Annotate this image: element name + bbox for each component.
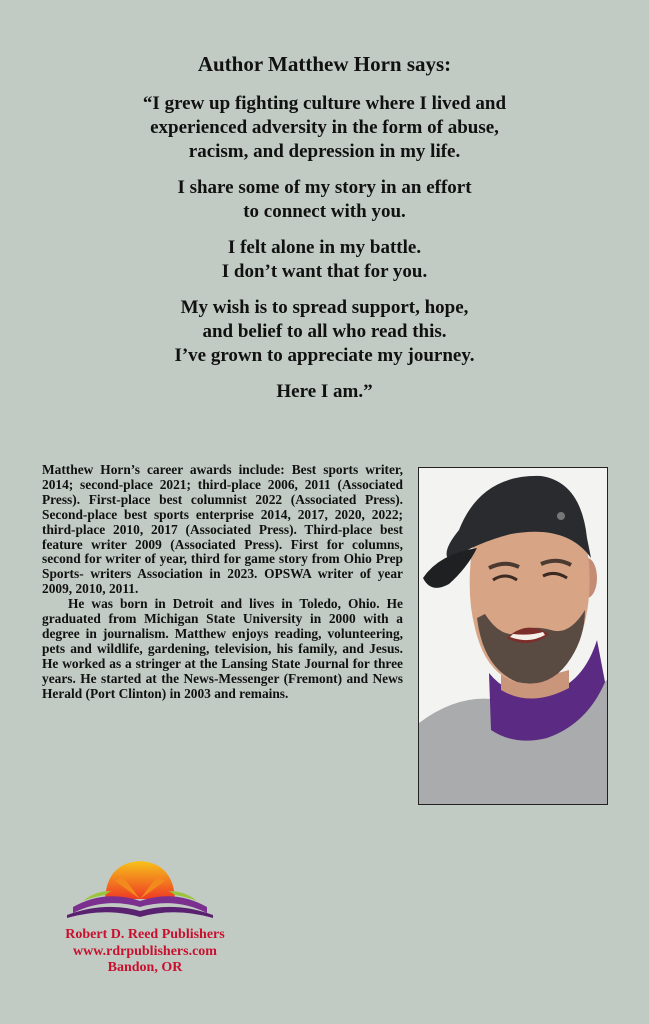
publisher-location: Bandon, OR xyxy=(107,960,183,975)
quote-line: racism, and depression in my life. xyxy=(188,141,461,162)
quote-line: “I grew up fighting culture where I lived and xyxy=(142,93,507,114)
quote-line: and belief to all who read this. xyxy=(202,321,447,342)
quote-line: I felt alone in my battle. xyxy=(227,237,422,258)
quote-line: to connect with you. xyxy=(243,201,406,222)
quote-paragraph xyxy=(0,92,649,164)
publisher-info xyxy=(40,927,250,977)
quote-line: I share some of my story in an effort xyxy=(177,177,472,198)
publisher-logo xyxy=(65,855,215,925)
quote-line: experienced adversity in the form of abuse, xyxy=(150,117,499,138)
bio-background: He was born in Detroit and lives in Toledo, Ohio. He graduated from Michigan State University in 2000 with a degree in journalism. Matthew enjoys reading, volunteering, pets and wildlife, gardening, television, his family, and Jesus. He worked as a stringer at the Lansing State Journal for three years. He started at the News-Messenger (Fremont) and News Herald (Port Clinton) in 2003 and remains. xyxy=(42,596,403,701)
quote-paragraph xyxy=(0,236,649,284)
publisher-website: www.rdrpublishers.com xyxy=(73,943,217,959)
quote-paragraph xyxy=(0,296,649,368)
author-bio xyxy=(42,463,403,702)
quote-line: Here I am.” xyxy=(276,381,373,402)
author-quote xyxy=(0,92,649,416)
quote-paragraph xyxy=(0,380,649,404)
quote-line: I’ve grown to appreciate my journey. xyxy=(174,345,475,366)
quote-paragraph xyxy=(0,176,649,224)
quote-line: I don’t want that for you. xyxy=(221,261,428,282)
publisher-name: Robert D. Reed Publishers xyxy=(65,927,225,942)
author-photo-illustration xyxy=(419,468,607,804)
page-title: Author Matthew Horn says: xyxy=(197,52,452,76)
author-photo xyxy=(418,467,608,805)
bio-awards: Matthew Horn’s career awards include: Best sports writer, 2014; second-place 2021; third-place 2006, 2011 (Associated Press). First-place best columnist 2022 (Associated Press). Second-place best sports enterprise 2014, 2017, 2020, 2022; third-place 2010, 2017 (Associated Press). Third-place best feature writer 2009 (Associated Press). First for columns, second for writer of year, third for game story from Ohio Prep Sports- writers Association in 2023. OPSWA writer of year 2009, 2010, 2011. xyxy=(42,462,403,597)
open-book-sunrise-icon xyxy=(65,855,215,925)
quote-line: My wish is to spread support, hope, xyxy=(180,297,469,318)
